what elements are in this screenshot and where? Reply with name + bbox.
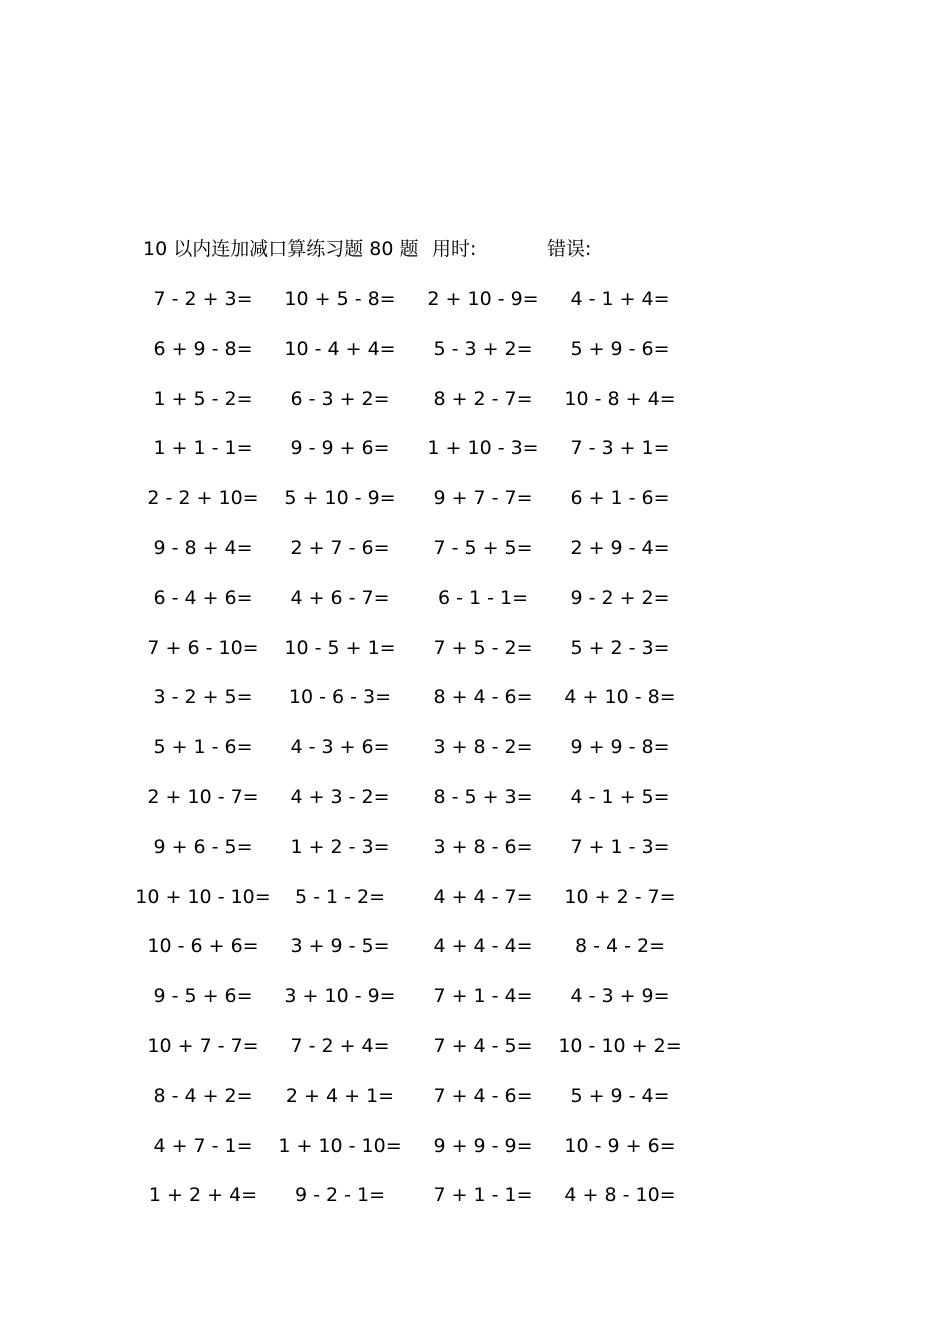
problem-item: 3 + 8 - 6= — [433, 836, 533, 858]
problem-item: 10 - 9 + 6= — [564, 1135, 676, 1157]
problem-item: 1 + 1 - 1= — [153, 437, 253, 459]
problem-item: 10 - 10 + 2= — [558, 1035, 682, 1057]
problem-item: 5 + 9 - 4= — [570, 1085, 670, 1107]
problem-item: 8 + 4 - 6= — [433, 686, 533, 708]
time-label: 用时: — [432, 238, 477, 260]
problem-item: 3 - 2 + 5= — [153, 686, 253, 708]
problem-item: 10 + 10 - 10= — [135, 886, 271, 908]
problem-item: 10 - 4 + 4= — [284, 338, 396, 360]
problem-item: 2 + 10 - 7= — [147, 786, 259, 808]
worksheet-title: 10 以内连加减口算练习题 80 题 — [143, 238, 419, 260]
problem-item: 10 + 5 - 8= — [284, 288, 396, 310]
problem-item: 5 + 10 - 9= — [284, 487, 396, 509]
problem-item: 6 - 4 + 6= — [153, 587, 253, 609]
problem-item: 10 - 8 + 4= — [564, 388, 676, 410]
problem-item: 6 - 1 - 1= — [437, 587, 529, 609]
problem-item: 6 - 3 + 2= — [290, 388, 390, 410]
problem-item: 1 + 2 - 3= — [290, 836, 390, 858]
problem-item: 7 - 3 + 1= — [570, 437, 670, 459]
problem-item: 5 + 2 - 3= — [570, 637, 670, 659]
problem-item: 3 + 8 - 2= — [433, 736, 533, 758]
problem-item: 9 - 2 - 1= — [294, 1184, 386, 1206]
problem-item: 4 + 7 - 1= — [153, 1135, 253, 1157]
problem-item: 10 + 2 - 7= — [564, 886, 676, 908]
problem-item: 9 + 6 - 5= — [153, 836, 253, 858]
problem-item: 7 - 2 + 3= — [153, 288, 253, 310]
problem-item: 1 + 10 - 3= — [427, 437, 539, 459]
problem-item: 6 + 9 - 8= — [153, 338, 253, 360]
problem-item: 2 + 10 - 9= — [427, 288, 539, 310]
problem-item: 10 + 7 - 7= — [147, 1035, 259, 1057]
problem-item: 8 + 2 - 7= — [433, 388, 533, 410]
problem-item: 9 - 8 + 4= — [153, 537, 253, 559]
problem-item: 4 + 6 - 7= — [290, 587, 390, 609]
problem-item: 9 + 9 - 9= — [433, 1135, 533, 1157]
problem-item: 4 + 8 - 10= — [564, 1184, 676, 1206]
problem-item: 7 + 6 - 10= — [147, 637, 259, 659]
problem-item: 9 + 9 - 8= — [570, 736, 670, 758]
problem-item: 7 - 5 + 5= — [433, 537, 533, 559]
problem-item: 8 - 5 + 3= — [433, 786, 533, 808]
problem-item: 8 - 4 + 2= — [153, 1085, 253, 1107]
problem-item: 2 + 4 + 1= — [285, 1085, 395, 1107]
problem-item: 1 + 5 - 2= — [153, 388, 253, 410]
problem-item: 4 + 3 - 2= — [290, 786, 390, 808]
problem-item: 7 + 4 - 6= — [433, 1085, 533, 1107]
problem-item: 2 - 2 + 10= — [147, 487, 259, 509]
problem-item: 1 + 2 + 4= — [148, 1184, 258, 1206]
problem-item: 4 - 1 + 5= — [570, 786, 670, 808]
problem-item: 9 - 2 + 2= — [570, 587, 670, 609]
problem-item: 7 + 4 - 5= — [433, 1035, 533, 1057]
problem-item: 4 - 1 + 4= — [570, 288, 670, 310]
problem-item: 7 + 1 - 1= — [433, 1184, 533, 1206]
problem-item: 4 + 10 - 8= — [564, 686, 676, 708]
errors-label: 错误: — [547, 238, 592, 260]
problem-item: 3 + 9 - 5= — [290, 935, 390, 957]
problem-item: 8 - 4 - 2= — [574, 935, 666, 957]
problem-item: 7 - 2 + 4= — [290, 1035, 390, 1057]
problem-item: 7 + 1 - 4= — [433, 985, 533, 1007]
problem-item: 4 - 3 + 6= — [290, 736, 390, 758]
problem-item: 9 - 5 + 6= — [153, 985, 253, 1007]
problem-item: 10 - 6 - 3= — [288, 686, 392, 708]
problem-item: 9 + 7 - 7= — [433, 487, 533, 509]
problem-item: 5 + 9 - 6= — [570, 338, 670, 360]
problem-item: 10 - 5 + 1= — [284, 637, 396, 659]
problem-item: 1 + 10 - 10= — [278, 1135, 402, 1157]
problem-item: 2 + 7 - 6= — [290, 537, 390, 559]
problem-item: 3 + 10 - 9= — [284, 985, 396, 1007]
problem-item: 7 + 1 - 3= — [570, 836, 670, 858]
problem-item: 2 + 9 - 4= — [570, 537, 670, 559]
problem-item: 4 + 4 - 4= — [433, 935, 533, 957]
problem-item: 5 - 3 + 2= — [433, 338, 533, 360]
problem-item: 7 + 5 - 2= — [433, 637, 533, 659]
problem-item: 4 + 4 - 7= — [433, 886, 533, 908]
problem-item: 4 - 3 + 9= — [570, 985, 670, 1007]
problem-item: 5 + 1 - 6= — [153, 736, 253, 758]
problem-item: 6 + 1 - 6= — [570, 487, 670, 509]
problem-item: 5 - 1 - 2= — [294, 886, 386, 908]
problem-item: 9 - 9 + 6= — [290, 437, 390, 459]
problem-item: 10 - 6 + 6= — [147, 935, 259, 957]
